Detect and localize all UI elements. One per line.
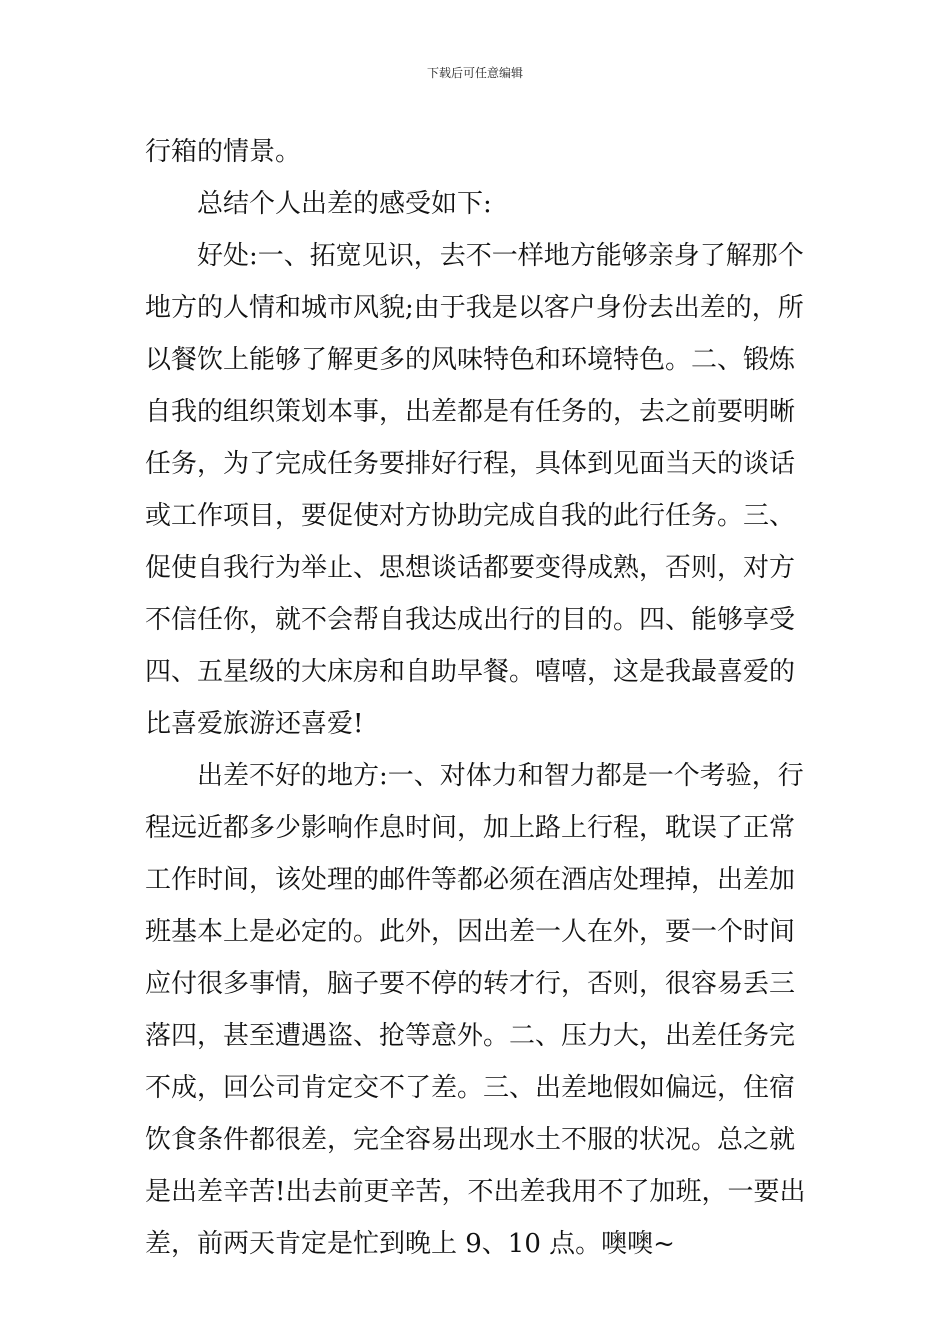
text-line: 不成，回公司肯定交不了差。三、出差地假如偏远，住宿 <box>145 1073 796 1103</box>
text-line: 地方的人情和城市风貌;由于我是以客户身份去出差的，所 <box>145 293 804 323</box>
text-line: 差，前两天肯定是忙到晚上 9、10 点。噢噢~ <box>145 1229 675 1259</box>
text-line: 比喜爱旅游还喜爱! <box>145 709 364 739</box>
paragraph-first-line: 总结个人出差的感受如下: <box>197 189 492 219</box>
text-line: 或工作项目，要促使对方协助完成自我的此行任务。三、 <box>145 501 796 531</box>
text-line: 促使自我行为举止、思想谈话都要变得成熟，否则，对方 <box>145 553 796 583</box>
page-header: 下载后可任意编辑 <box>426 66 523 80</box>
text-line: 应付很多事情，脑子要不停的转才行，否则，很容易丢三 <box>145 969 796 999</box>
text-line: 饮食条件都很差，完全容易出现水土不服的状况。总之就 <box>145 1125 796 1155</box>
text-line: 不信任你，就不会帮自我达成出行的目的。四、能够享受 <box>145 605 796 635</box>
text-line: 以餐饮上能够了解更多的风味特色和环境特色。二、锻炼 <box>145 345 796 375</box>
text-line: 是出差辛苦!出去前更辛苦，不出差我用不了加班，一要出 <box>145 1177 806 1207</box>
text-line: 程远近都多少影响作息时间，加上路上行程，耽误了正常 <box>145 813 796 843</box>
text-line: 任务，为了完成任务要排好行程，具体到见面当天的谈话 <box>145 449 796 479</box>
text-line: 自我的组织策划本事，出差都是有任务的，去之前要明晰 <box>145 397 796 427</box>
text-line: 工作时间，该处理的邮件等都必须在酒店处理掉，出差加 <box>145 865 796 895</box>
text-line: 班基本上是必定的。此外，因出差一人在外，要一个时间 <box>145 917 796 947</box>
text-line: 行箱的情景。 <box>145 137 302 167</box>
text-line: 落四，甚至遭遇盗、抢等意外。二、压力大，出差任务完 <box>145 1021 796 1051</box>
paragraph-first-line: 好处:一、拓宽见识，去不一样地方能够亲身了解那个 <box>197 241 804 271</box>
text-line: 四、五星级的大床房和自助早餐。嘻嘻，这是我最喜爱的 <box>145 657 796 687</box>
document-body <box>145 126 810 1270</box>
paragraph-first-line: 出差不好的地方:一、对体力和智力都是一个考验，行 <box>197 761 804 791</box>
